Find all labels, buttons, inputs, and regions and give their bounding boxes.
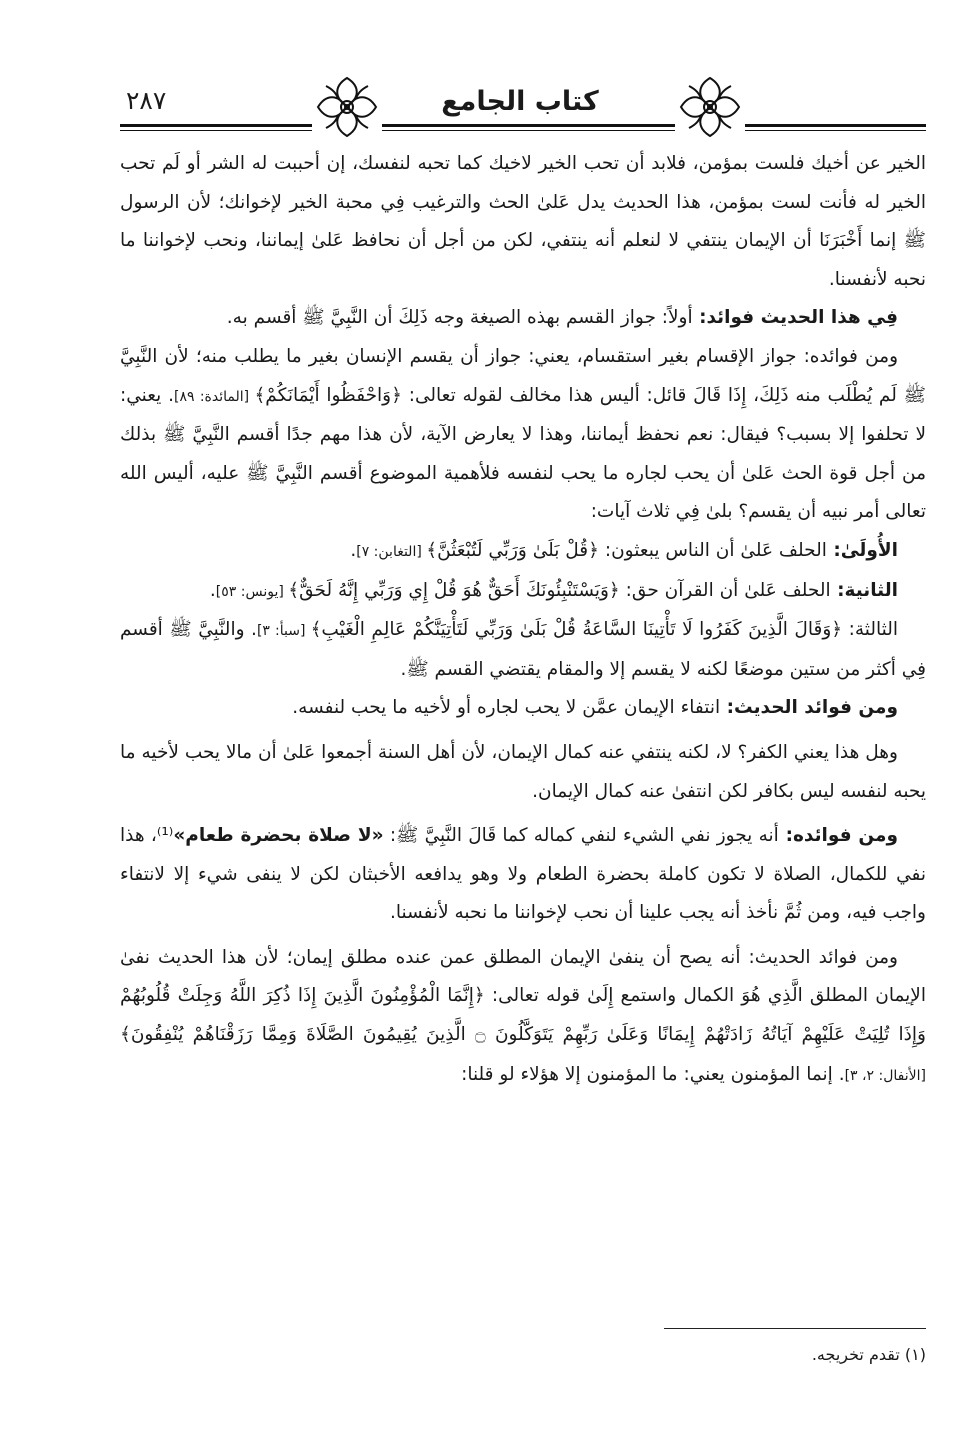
text-segment: . إنما المؤمنون يعني: ما المؤمنون إلا هؤلاء لو قلنا: <box>461 1063 845 1085</box>
text-segment: أنه يصح أن ينفىٰ الإيمان المطلق عمن عنده مطلق إيمان؛ لأن هذا الحديث نفىٰ الإيمان المطلق الَّذِي هُوَ الكمال واستمع إِلَىٰ قوله تعالى: <box>120 946 926 1007</box>
text-segment: الحلف عَلىٰ أن القرآن حق: <box>619 579 831 601</box>
verse-reference: [الأنفال: ٢، ٣] <box>844 1067 926 1084</box>
text-segment: . والنَّبِيَّ ﷺ أقسم فِي أكثر من ستين موضعًا لكنه لا يقسم إلا والمقام يقتضي القسم ﷺ. <box>120 619 926 680</box>
bold-heading: «لا صلاة بحضرة طعام» <box>173 825 384 847</box>
floral-ornament-icon <box>312 72 382 142</box>
text-segment: . <box>350 539 357 561</box>
quran-verse: ﴿قُلْ بَلَىٰ وَرَبِّي لَتُبْعَثُنَّ﴾ <box>426 539 599 561</box>
paragraph <box>120 299 926 338</box>
paragraph <box>120 611 926 689</box>
verse-reference: [يونس: ٥٣] <box>215 583 289 600</box>
quran-verse: ﴿وَيَسْتَنْبِئُونَكَ أَحَقٌّ هُوَ قُلْ إِي وَرَبِّي إِنَّهُ لَحَقٌّ﴾ <box>288 579 620 601</box>
text-segment: ومن فوائده: <box>796 345 898 367</box>
bold-heading: ومن فوائد الحديث: <box>720 697 898 719</box>
quran-verse: ﴿وَقَالَ الَّذِينَ كَفَرُوا لَا تَأْتِينَا السَّاعَةُ قُلْ بَلَىٰ وَرَبِّي لَتَأْتِيَنَّكُمْ عَالِمِ الْغَيْبِ﴾ <box>310 619 843 641</box>
text-segment: الثالثة: <box>842 619 898 641</box>
text-segment: أولاً: جواز القسم بهذه الصيغة وجه ذَلِكَ أن النَّبِيَّ ﷺ أقسم به. <box>226 307 693 329</box>
text-segment: جواز الإقسام بغير استقسام، يعني: جواز أن يقسم الإنسان بغير ما يطلب منه؛ لأن النَّبِيَّ ﷺ لَم يُطْلَب منه ذَلِكَ، إِذَا قَالَ قائل: أليس هذا مخالف لقوله تعالى: <box>120 345 926 406</box>
verse-reference: [المائدة: ٨٩] <box>173 388 255 405</box>
verse-reference: [سبأ: ٣] <box>256 623 311 640</box>
text-segment: أنه يجوز نفي الشيء لنفي كماله كما قَالَ النَّبِيَّ ﷺ: <box>383 825 779 847</box>
footnote-rule <box>664 1328 926 1329</box>
paragraph <box>120 572 926 612</box>
page-body <box>120 145 926 1095</box>
text-segment: وهل هذا يعني الكفر؟ لا، لكنه ينتفي عنه كمال الإيمان، لأن أهل السنة أجمعوا عَلىٰ أن مالا يحب لأخيه ما يحبه لنفسه ليس بكافر لكن انتفىٰ عنه كمال الإيمان. <box>120 741 926 802</box>
verse-reference: [التغابن: ٧] <box>356 543 427 560</box>
paragraph <box>120 338 926 532</box>
text-segment: الخير عن أخيك فلست بمؤمن، فلابد أن تحب الخير لاخيك كما تحبه لنفسك، إن أحببت له الشر أو لَم تحب الخير له فأنت لست بمؤمن، هذا الحديث يدل عَلىٰ الحث والترغيب فِي محبة الخير لإخوانك؛ لأن الرسول ﷺ إنما أَخْبَرَنَا أن الإيمان ينتفي لا لنعلم أنه ينتفي، لكن من أجل أن نحافظ عَلىٰ إيماننا، ونحب لإخواننا ما نحبه لأنفسنا. <box>120 153 926 290</box>
bold-heading: ومن فوائده: <box>778 825 898 847</box>
text-segment: ومن فوائد الحديث: <box>740 946 898 968</box>
book-title-box <box>420 80 620 124</box>
paragraph <box>120 939 926 1095</box>
bold-heading: فِي هذا الحديث فوائد: <box>692 307 898 329</box>
floral-ornament-icon <box>675 72 745 142</box>
paragraph <box>120 817 926 933</box>
text-segment: الحلف عَلىٰ أن الناس يبعثون: <box>598 539 827 561</box>
text-segment: ⁽¹⁾، هذا نفي للكمال، الصلاة لا تكون كاملة بحضرة الطعام ولا وهو يدافعه الأخبثان لكن لا ينفى شيء إلا لانتفاء واجب فيه، ومن ثُمَّ نأخذ أنه يجب علينا أن نحب لإخواننا ما نحبه لأنفسنا. <box>120 825 926 924</box>
text-segment: انتفاء الإيمان عمَّن لا يحب لجاره أو لأخيه ما يحب لنفسه. <box>292 697 721 719</box>
header-rule-thin <box>120 130 926 131</box>
quran-verse: ﴿إِنَّمَا الْمُؤْمِنُونَ الَّذِينَ إِذَا ذُكِرَ اللَّهُ وَجِلَتْ قُلُوبُهُمْ وَإِذَا تُلِيَتْ عَلَيْهِمْ آيَاتُهُ زَادَتْهُمْ إِيمَانًا وَعَلَىٰ رَبِّهِمْ يَتَوَكَّلُونَ ۝ الَّذِينَ يُقِيمُونَ الصَّلَاةَ وَمِمَّا رَزَقْنَاهُمْ يُنْفِقُونَ﴾ <box>120 985 926 1046</box>
paragraph <box>120 734 926 811</box>
bold-heading: الأُولَىٰ: <box>826 539 898 561</box>
text-segment: . يعني: لا تحلفوا إلا بسبب؟ فيقال: نعم نحفظ أيماننا، وهذا لا يعارض الآية، لأن هذا مهم جدًا أقسم النَّبِيَّ ﷺ بذلك من أجل قوة الحث عَلىٰ أن يحب لجاره ما يحب لنفسه فلأهمية الموضوع أقسم النَّبِيَّ ﷺ عليه، أليس الله تعالى أمر نبيه أن يقسم؟ بلىٰ فِي ثلاث آيات: <box>120 384 926 523</box>
header-rule <box>120 124 926 127</box>
book-title: كتاب الجامع <box>441 86 599 117</box>
text-segment: . <box>209 579 216 601</box>
page-number: ٢٨٧ <box>126 86 167 115</box>
quran-verse: ﴿وَاحْفَظُوا أَيْمَانَكُمْ﴾ <box>254 384 402 406</box>
paragraph <box>120 689 926 728</box>
paragraph <box>120 532 926 572</box>
paragraph <box>120 145 926 299</box>
bold-heading: الثانية: <box>830 579 898 601</box>
footnote: (١) تقدم تخريجه. <box>811 1345 926 1364</box>
